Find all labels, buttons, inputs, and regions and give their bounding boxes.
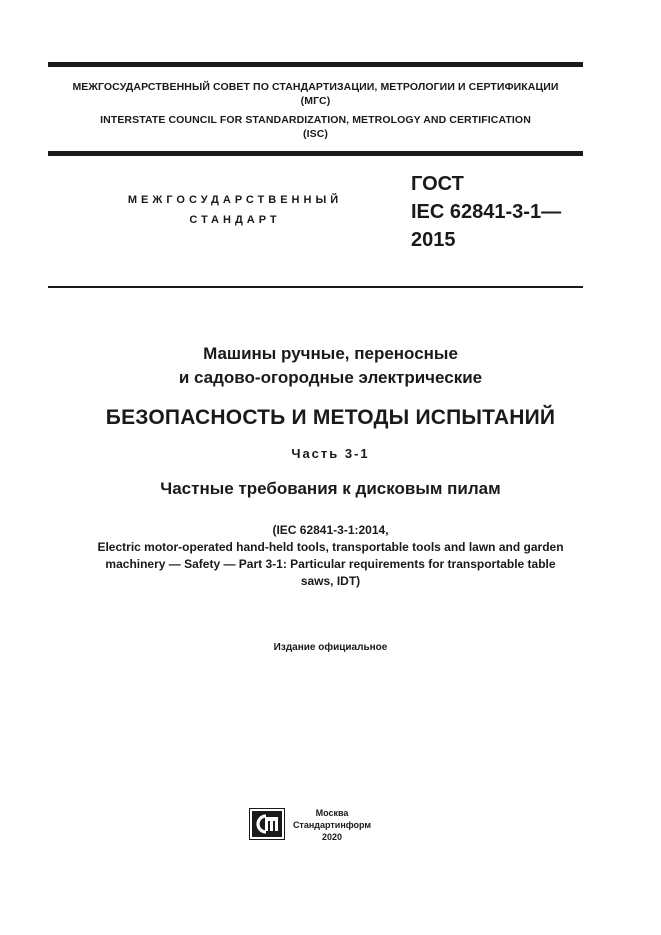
part-number: Часть 3-1 xyxy=(291,446,370,461)
main-title: БЕЗОПАСНОСТЬ И МЕТОДЫ ИСПЫТАНИЙ xyxy=(105,406,556,429)
gost-label: ГОСТ xyxy=(411,173,464,195)
title-line1: Машины ручные, переносные xyxy=(203,344,458,363)
top-rule xyxy=(48,62,583,67)
title-line2: и садово-огородные электрические xyxy=(178,368,483,387)
publisher-city: Москва xyxy=(315,808,349,818)
council-abbr-en: (ISC) xyxy=(303,128,328,140)
gost-year: 2015 xyxy=(411,229,456,251)
iec-reference-line3: machinery — Safety — Part 3-1: Particular requirements for transportable table xyxy=(105,557,556,571)
iec-reference-line1: (IEC 62841-3-1:2014, xyxy=(272,523,389,537)
iec-reference-line2: Electric motor-operated hand-held tools, transportable tools and lawn and garden xyxy=(97,540,564,554)
council-name-en xyxy=(48,113,583,141)
edition-label: Издание официальное xyxy=(273,642,388,653)
publisher-name: Стандартинформ xyxy=(292,820,372,830)
standartinform-logo-icon xyxy=(249,808,285,840)
council-name-en-line1: INTERSTATE COUNCIL FOR STANDARDIZATION, METROLOGY AND CERTIFICATION xyxy=(100,114,531,126)
thin-rule xyxy=(48,286,583,288)
council-abbr-ru: (МГС) xyxy=(300,95,331,107)
middle-rule xyxy=(48,151,583,156)
iec-reference-line4: saws, IDT) xyxy=(300,574,361,588)
council-name-ru xyxy=(48,80,583,108)
standard-type-line2: СТАНДАРТ xyxy=(189,214,281,226)
council-name-ru-line1: МЕЖГОСУДАРСТВЕННЫЙ СОВЕТ ПО СТАНДАРТИЗАЦИИ, МЕТРОЛОГИИ И СЕРТИФИКАЦИИ xyxy=(72,81,559,93)
subtitle: Частные требования к дисковым пилам xyxy=(160,479,501,498)
gost-number: IEC 62841-3-1— xyxy=(411,201,562,223)
standard-type-line1: МЕЖГОСУДАРСТВЕННЫЙ xyxy=(127,194,343,206)
publisher-year: 2020 xyxy=(321,832,343,842)
